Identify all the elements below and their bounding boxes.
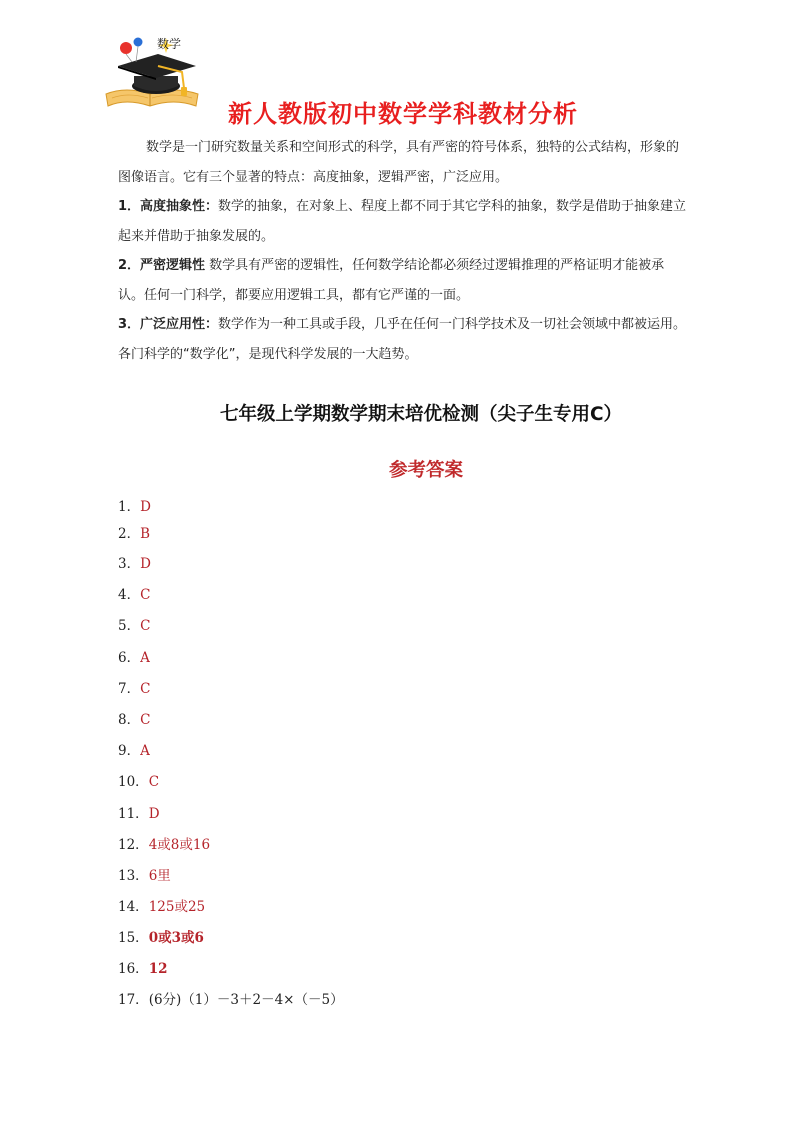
answer-item bbox=[118, 498, 151, 516]
intro-point-3 bbox=[118, 310, 688, 369]
point-label: 3．广泛应用性： bbox=[118, 317, 219, 332]
answer-number: 17． bbox=[118, 992, 149, 1008]
answer-item bbox=[118, 525, 150, 543]
answer-value: D bbox=[140, 556, 151, 572]
answer-value: 4或8或16 bbox=[148, 837, 211, 853]
intro-paragraph: 数学是一门研究数量关系和空间形式的科学，具有严密的符号体系，独特的公式结构，形象的图像语言。它有三个显著的特点：高度抽象，逻辑严密，广泛应用。 bbox=[118, 140, 680, 185]
answer-number: 16． bbox=[118, 961, 149, 977]
answer-number: 10． bbox=[118, 774, 149, 790]
answer-heading: 参考答案 bbox=[388, 460, 463, 481]
answer-item bbox=[118, 773, 159, 791]
answer-value: 12 bbox=[148, 961, 168, 977]
answer-value: D bbox=[140, 499, 151, 515]
answer-item bbox=[118, 898, 205, 916]
answer-value: C bbox=[140, 587, 151, 603]
answer-item bbox=[118, 836, 210, 854]
answer-number: 4． bbox=[118, 587, 141, 603]
answer-value: 125或25 bbox=[148, 899, 206, 915]
answer-value: C bbox=[140, 618, 151, 634]
answer-value: C bbox=[148, 774, 160, 790]
answer-item bbox=[118, 867, 171, 885]
intro-section bbox=[118, 133, 688, 369]
answer-number: 9． bbox=[118, 743, 141, 759]
point-text: 数学的抽象，在对象上、程度上都不同于其它学科的抽象，数学是借助于抽象建立起来并借助于抽象发展的。 bbox=[118, 199, 687, 244]
point-label: 1．高度抽象性： bbox=[118, 199, 219, 214]
intro-point-2 bbox=[118, 251, 688, 310]
answer-item bbox=[118, 617, 150, 635]
answer-value: C bbox=[140, 712, 151, 728]
answer-number: 14． bbox=[118, 899, 149, 915]
answer-item bbox=[118, 805, 160, 823]
answer-value: A bbox=[140, 743, 150, 759]
answer-number: 1． bbox=[118, 499, 141, 515]
answer-value: D bbox=[148, 806, 160, 822]
point-text: 数学作为一种工具或手段，几乎在任何一门科学技术及一切社会领域中都被运用。各门科学的“数学化”，是现代科学发展的一大趋势。 bbox=[118, 317, 687, 362]
answer-value: 6里 bbox=[148, 868, 171, 884]
answer-number: 3． bbox=[118, 556, 141, 572]
answer-number: 6． bbox=[118, 650, 141, 666]
answer-item bbox=[118, 649, 150, 667]
answer-value: A bbox=[140, 650, 150, 666]
answer-value: (6分)（1）－3＋2－4×（－5） bbox=[148, 992, 344, 1008]
answer-number: 11． bbox=[118, 806, 149, 822]
answer-item bbox=[118, 742, 150, 760]
answer-item bbox=[118, 960, 167, 978]
answer-item bbox=[118, 711, 150, 729]
answer-number: 2． bbox=[118, 526, 141, 542]
point-label: 2．严密逻辑性 bbox=[118, 258, 206, 273]
answer-number: 8． bbox=[118, 712, 141, 728]
answer-value: B bbox=[140, 526, 151, 542]
answer-number: 5． bbox=[118, 618, 141, 634]
point-text: 数学具有严密的逻辑性，任何数学结论都必须经过逻辑推理的严格证明才能被承认。任何一门科学，都要应用逻辑工具，都有它严谨的一面。 bbox=[118, 258, 665, 303]
answer-item bbox=[118, 586, 150, 604]
answer-value: C bbox=[140, 681, 151, 697]
answer-number: 13． bbox=[118, 868, 149, 884]
exam-title: 七年级上学期数学期末培优检测（尖子生专用C） bbox=[219, 404, 623, 425]
logo-label: 数学 bbox=[157, 37, 182, 51]
math-logo-icon bbox=[104, 32, 200, 112]
answer-item bbox=[118, 555, 151, 573]
answer-value: 0或3或6 bbox=[148, 930, 204, 946]
answer-number: 12． bbox=[118, 837, 149, 853]
intro-point-1 bbox=[118, 192, 688, 251]
answer-number: 7． bbox=[118, 681, 141, 697]
banner-title: 新人教版初中数学学科教材分析 bbox=[228, 100, 578, 128]
answer-item bbox=[118, 929, 204, 947]
answer-item bbox=[118, 991, 344, 1009]
answer-item bbox=[118, 680, 150, 698]
answer-number: 15． bbox=[118, 930, 149, 946]
